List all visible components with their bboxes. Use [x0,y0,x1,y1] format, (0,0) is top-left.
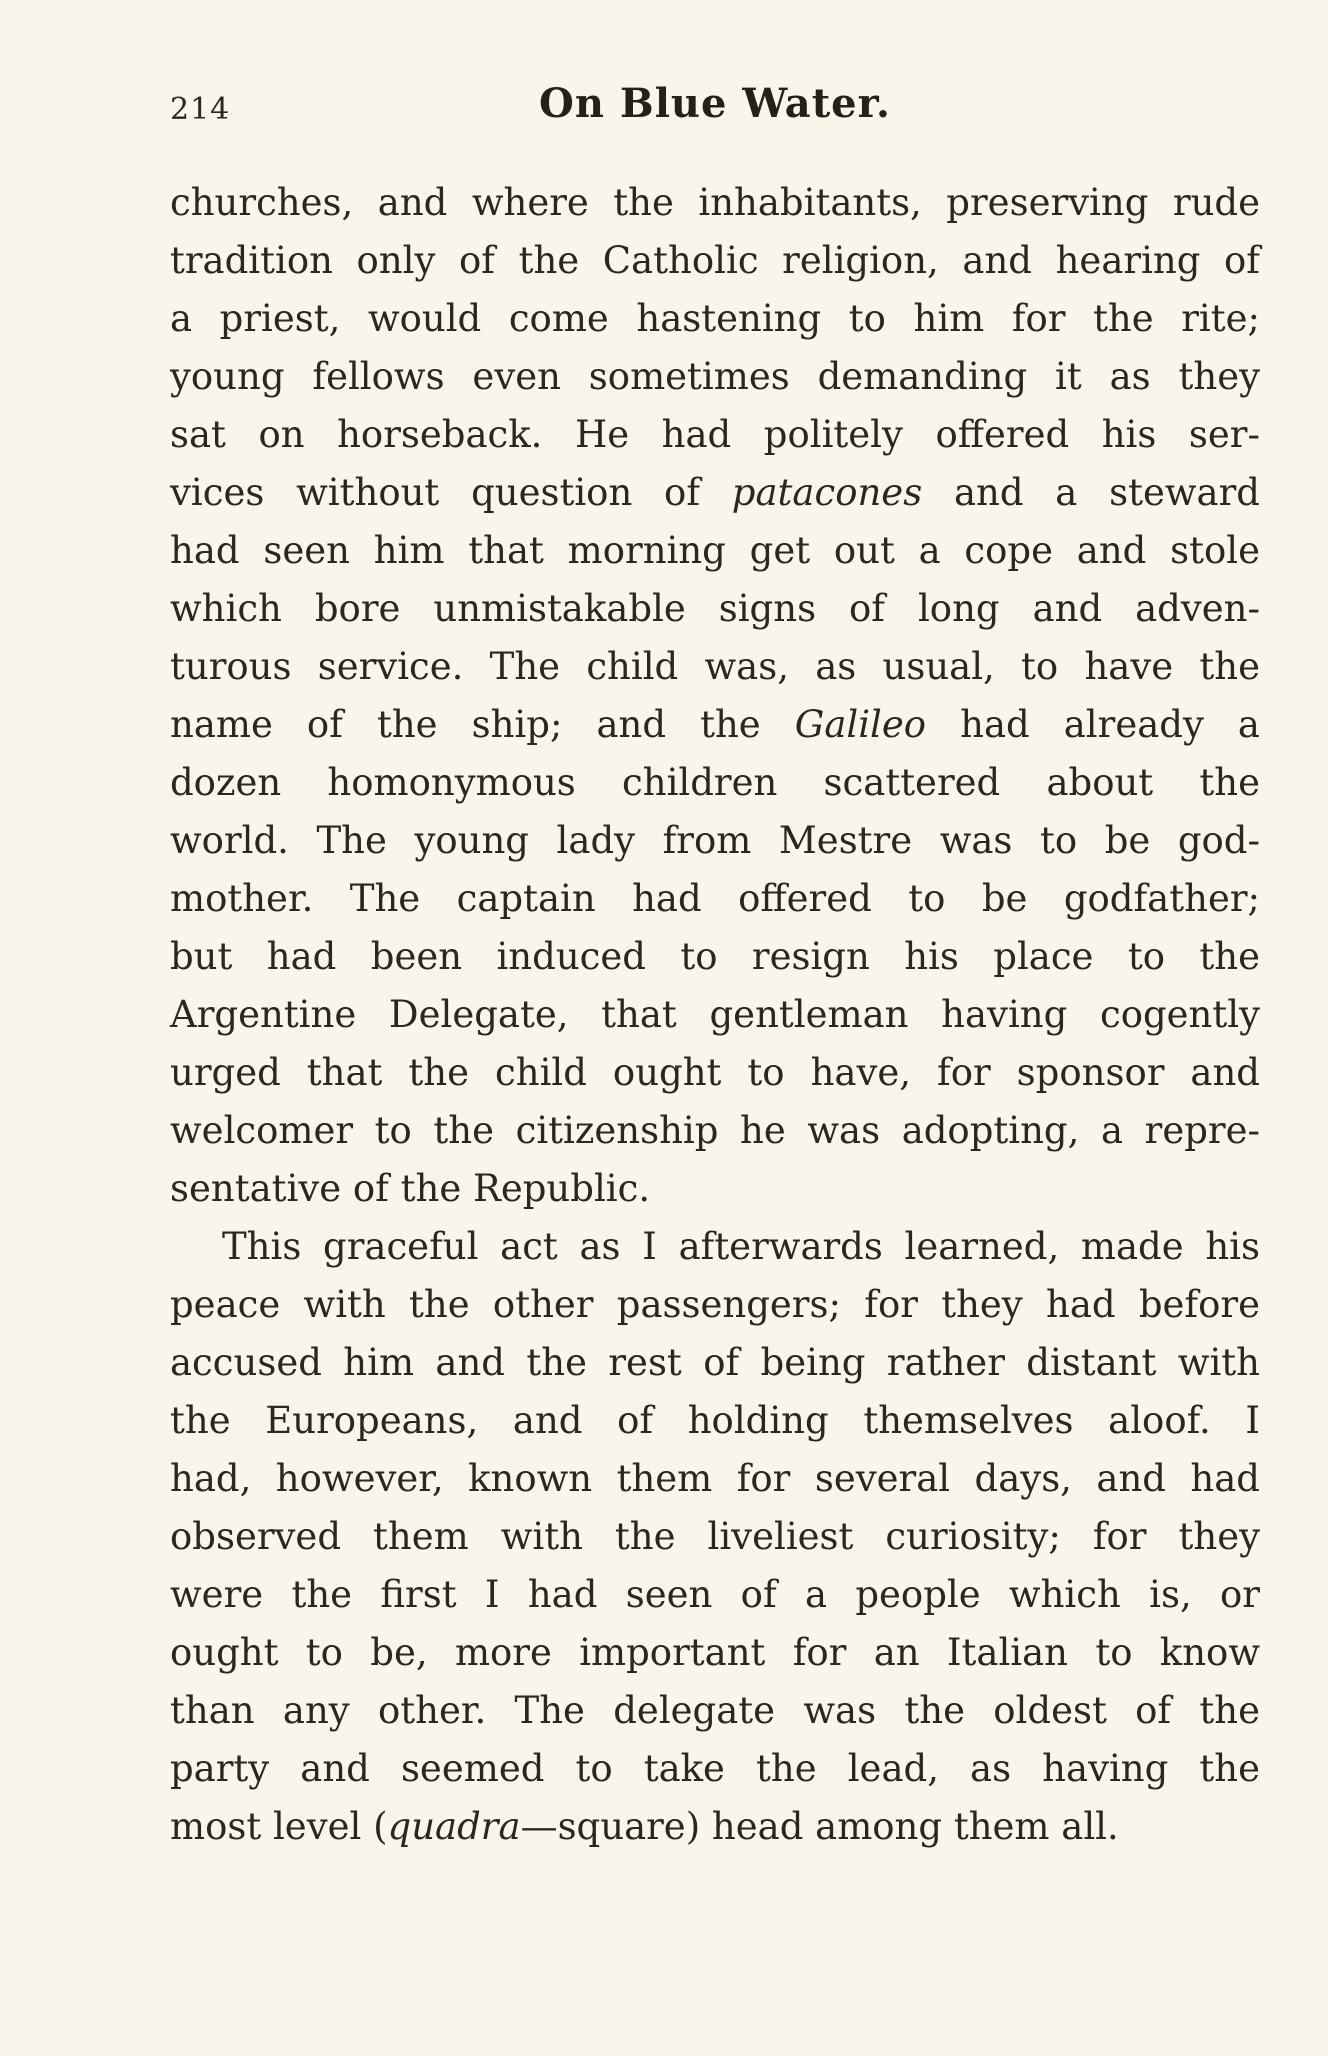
text-segment: sat on horseback. He had politely offered his ser- [170,413,1260,456]
text-segment: the Europeans, and of holding themselves aloof. I [170,1399,1260,1442]
running-title: On Blue Water. [539,80,891,127]
text-segment: This graceful act as I afterwards learned, made his [222,1225,1260,1268]
text-line [170,1566,1260,1624]
text-segment: mother. The captain had offered to be godfather; [170,877,1260,920]
text-line [170,812,1260,870]
text-line [170,754,1260,812]
text-segment: ought to be, more important for an Italian to know [170,1631,1260,1674]
text-segment: tradition only of the Catholic religion, and hearing of [170,239,1260,282]
text-segment: Argentine Delegate, that gentleman having cogently [170,993,1260,1036]
text-segment: young fellows even sometimes demanding it as they [170,355,1260,398]
text-line [170,1160,1260,1218]
text-line [170,1624,1260,1682]
text-segment: which bore unmistakable signs of long and adven- [170,587,1260,630]
text-line [170,696,1260,754]
text-segment: dozen homonymous children scattered about the [170,761,1260,804]
body-text [170,174,1260,1856]
text-line [170,174,1260,232]
text-line [170,638,1260,696]
text-segment: had seen him that morning get out a cope and stole [170,529,1260,572]
text-segment: and a steward [922,471,1260,514]
italic-term: Galileo [794,703,927,746]
text-line [170,928,1260,986]
text-line [170,406,1260,464]
text-line [170,1508,1260,1566]
text-segment: a priest, would come hastening to him for the rite; [170,297,1260,340]
text-segment: had, however, known them for several days, and had [170,1457,1260,1500]
text-line [170,232,1260,290]
text-line [170,522,1260,580]
text-segment: vices without question of [170,471,732,514]
text-line [170,1450,1260,1508]
text-line [170,1682,1260,1740]
text-line [170,1044,1260,1102]
text-segment: sentative of the Republic. [170,1167,651,1210]
text-segment: most level ( [170,1805,388,1848]
text-line [170,580,1260,638]
text-segment: peace with the other passengers; for they had before [170,1283,1260,1326]
text-segment: churches, and where the inhabitants, preserving rude [170,181,1260,224]
text-line [170,290,1260,348]
text-segment: welcomer to the citizenship he was adopting, a repre- [170,1109,1260,1152]
text-line [170,1740,1260,1798]
text-line [170,1276,1260,1334]
text-segment: accused him and the rest of being rather distant with [170,1341,1260,1384]
text-line [170,1102,1260,1160]
text-segment: but had been induced to resign his place to the [170,935,1260,978]
page-header [170,80,1260,140]
text-line [170,1798,1260,1856]
italic-term: quadra [387,1805,521,1848]
text-line [170,1334,1260,1392]
text-line [170,870,1260,928]
text-segment: than any other. The delegate was the oldest of the [170,1689,1260,1732]
text-segment: name of the ship; and the [170,703,795,746]
italic-term: patacones [731,471,923,514]
text-segment: world. The young lady from Mestre was to be god- [170,819,1260,862]
text-segment: urged that the child ought to have, for sponsor and [170,1051,1260,1094]
text-line [170,464,1260,522]
page-number: 214 [170,92,231,127]
text-line [170,1218,1260,1276]
text-segment: turous service. The child was, as usual, to have the [170,645,1260,688]
text-segment: party and seemed to take the lead, as having the [170,1747,1260,1790]
text-line [170,348,1260,406]
text-line [170,1392,1260,1450]
text-segment: observed them with the liveliest curiosity; for they [170,1515,1260,1558]
text-segment: —square) head among them all. [520,1805,1119,1848]
text-segment: were the first I had seen of a people which is, or [170,1573,1260,1616]
text-segment: had already a [926,703,1260,746]
text-line [170,986,1260,1044]
